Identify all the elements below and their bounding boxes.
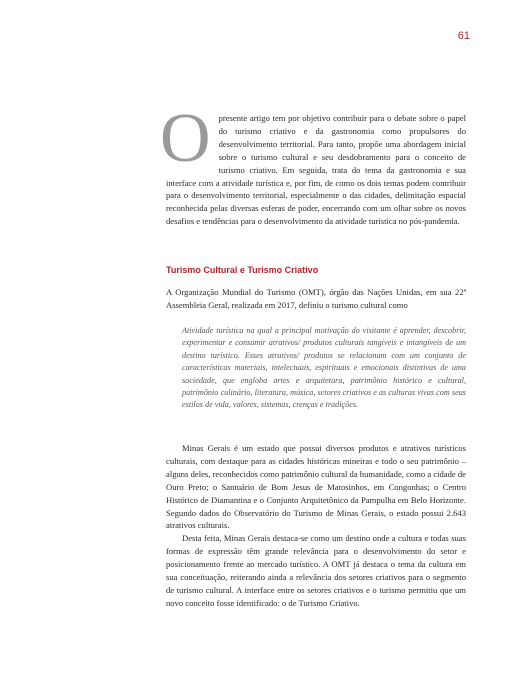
intro-paragraph [160, 100, 466, 228]
drop-cap: O [160, 100, 211, 177]
section-heading: Turismo Cultural e Turismo Criativo [166, 265, 319, 275]
page-number: 61 [457, 30, 470, 42]
body-paragraph-3: Desta feita, Minas Gerais destaca-se como um destino onde a cultura e todas suas formas de expressão têm grande relevância para o desenvolvimento do setor e posicionamento frente ao mercado turístico. A OMT já destaca o tema da cultura em sua conceituação, reiterando ainda a relevância dos setores criativos para o segmento de turismo cultural. A interface entre os setores criativos e o turismo permitiu que um novo conceito fosse identificado: o de Turismo Criativo. [166, 533, 466, 608]
block-quote: Atividade turística na qual a principal motivação do visitante é aprender, descobrir, experimentar e consumir atrativos/ produtos culturais tangíveis e intangíveis de um destino turístico. Esses atrativos/ produtos se relacionam com um conjunto de características materiais, intelectuais, espirituais e emocionais distintivas de uma sociedade, que engloba artes e arquitetura, patrimônio histórico e cultural, patrimônio culinário, literatura, música, setores criativos e as culturas vivas com seus estilos de vida, valores, sistemas, crenças e tradições. [182, 326, 466, 410]
body-paragraph-2: Minas Gerais é um estado que possui diversos produtos e atrativos turísticos culturais, com destaque para as cidades históricas mineiras e todo o seu patrimônio – alguns deles, reconhecidos como patrimônio cultural da humanidade, como a cidade de Ouro Preto; o Santuário de Bom Jesus de Matosinhos, em Congonhas; o Centro Histórico de Diamantina e o Conjunto Arquitetônico da Pampulha em Belo Horizonte. Segundo dados do Observatório do Turismo de Minas Gerais, o estado possui 2.643 atrativos culturais. [166, 443, 466, 531]
body-paragraph-1: A Organização Mundial do Turismo (OMT), órgão das Nações Unidas, em sua 22ª Assembleia Geral, realizada em 2017, definiu o turismo cultural como [166, 287, 466, 310]
intro-text: presente artigo tem por objetivo contribuir para o debate sobre o papel do turismo criativo e da gastronomia como propulsores do desenvolvimento territorial. Para tanto, propõe uma abordagem inicial sobre o turismo cultural e seu desdobramento para o conceito de turismo criativo. Em seguida, trata do tema da gastronomia e sua interface com a atividade turística e, por fim, de como os dois temas podem contribuir para o desenvolvimento territorial, especialmente o das cidades, delimitação espacial reconhecida pelas diversas esferas de poder, encerrando com um olhar sobre os novos desafios e tendências para o desenvolvimento da atividade turística no pós-pandemia. [166, 113, 466, 227]
